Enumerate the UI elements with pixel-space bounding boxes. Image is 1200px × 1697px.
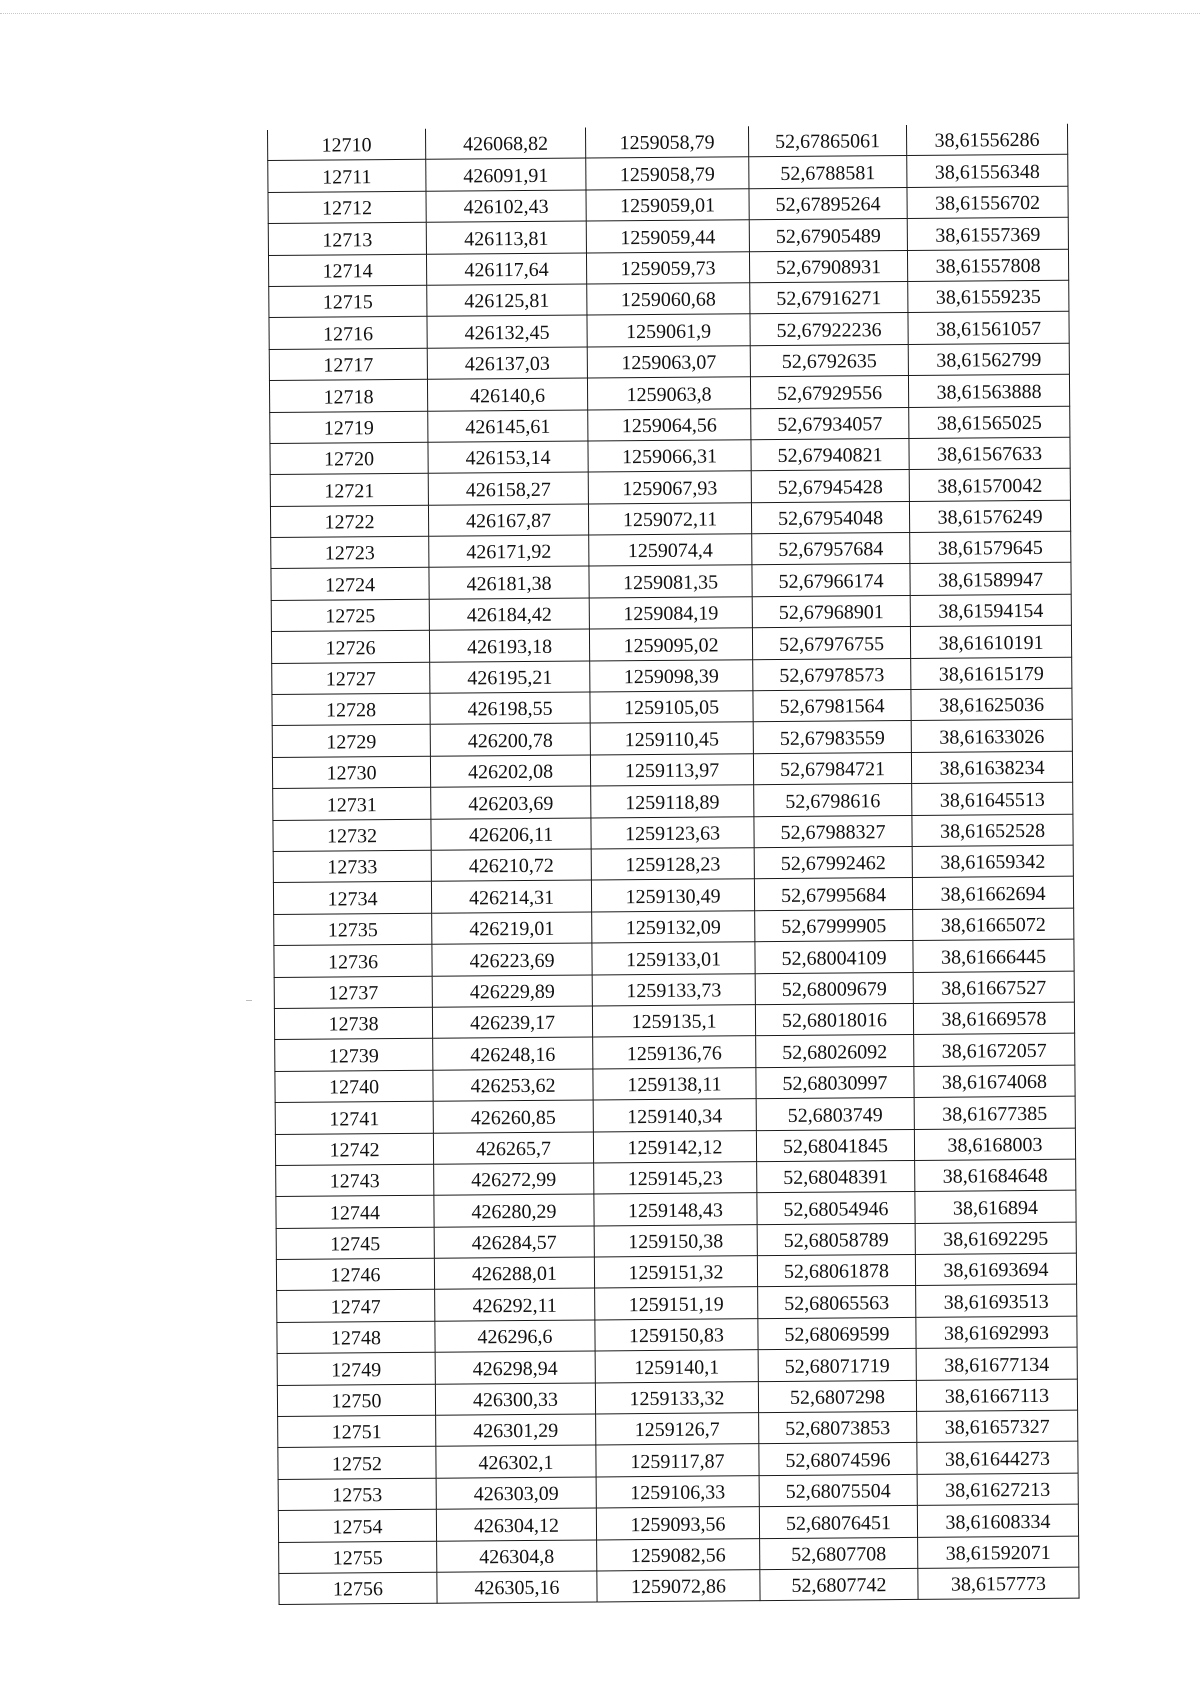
longitude-cell: 38,61693513 xyxy=(916,1285,1077,1318)
coord-x-cell: 426113,81 xyxy=(426,221,586,254)
point-number-cell: 12731 xyxy=(273,787,431,820)
point-number-cell: 12726 xyxy=(271,630,429,663)
latitude-cell: 52,67976755 xyxy=(752,627,910,660)
coord-y-cell: 1259118,89 xyxy=(591,785,754,818)
latitude-cell: 52,68026092 xyxy=(756,1035,914,1068)
point-number-cell: 12725 xyxy=(271,599,429,632)
longitude-cell: 38,61592071 xyxy=(918,1536,1079,1569)
longitude-cell: 38,61594154 xyxy=(910,594,1071,627)
latitude-cell: 52,67865061 xyxy=(748,125,906,157)
longitude-cell: 38,61667113 xyxy=(916,1379,1077,1412)
longitude-cell: 38,61677134 xyxy=(916,1347,1077,1380)
latitude-cell: 52,68073853 xyxy=(759,1411,917,1444)
coord-y-cell: 1259098,39 xyxy=(590,659,753,692)
point-number-cell: 12718 xyxy=(269,379,427,412)
latitude-cell: 52,68018016 xyxy=(755,1003,913,1036)
coord-x-cell: 426219,01 xyxy=(432,912,592,945)
coord-x-cell: 426202,08 xyxy=(430,755,590,788)
coord-x-cell: 426102,43 xyxy=(426,190,586,223)
longitude-cell: 38,6168003 xyxy=(914,1128,1075,1161)
coord-x-cell: 426303,09 xyxy=(436,1477,596,1510)
coord-y-cell: 1259081,35 xyxy=(589,565,752,598)
point-number-cell: 12735 xyxy=(274,913,432,946)
coord-x-cell: 426181,38 xyxy=(429,566,589,599)
coord-x-cell: 426223,69 xyxy=(432,943,592,976)
point-number-cell: 12723 xyxy=(271,536,429,569)
coord-x-cell: 426214,31 xyxy=(431,880,591,913)
coord-y-cell: 1259140,34 xyxy=(593,1099,756,1132)
latitude-cell: 52,67978573 xyxy=(753,658,911,691)
longitude-cell: 38,61557369 xyxy=(907,217,1068,250)
coord-y-cell: 1259148,43 xyxy=(594,1193,757,1226)
coord-x-cell: 426117,64 xyxy=(426,253,586,286)
coord-y-cell: 1259113,97 xyxy=(590,754,753,787)
point-number-cell: 12756 xyxy=(279,1572,437,1605)
point-number-cell: 12748 xyxy=(277,1321,435,1354)
point-number-cell: 12755 xyxy=(279,1541,437,1574)
coord-y-cell: 1259151,32 xyxy=(594,1256,757,1289)
latitude-cell: 52,67940821 xyxy=(751,438,909,471)
point-number-cell: 12739 xyxy=(275,1039,433,1072)
coord-x-cell: 426265,7 xyxy=(433,1131,593,1164)
coord-y-cell: 1259138,11 xyxy=(593,1067,756,1100)
longitude-cell: 38,61638234 xyxy=(911,751,1072,784)
longitude-cell: 38,61608334 xyxy=(917,1504,1078,1537)
longitude-cell: 38,61684648 xyxy=(915,1159,1076,1192)
coord-x-cell: 426239,17 xyxy=(432,1006,592,1039)
latitude-cell: 52,67922236 xyxy=(750,313,908,346)
latitude-cell: 52,67966174 xyxy=(752,564,910,597)
coord-y-cell: 1259140,1 xyxy=(595,1350,758,1383)
latitude-cell: 52,67945428 xyxy=(751,470,909,503)
point-number-cell: 12729 xyxy=(272,725,430,758)
latitude-cell: 52,6788581 xyxy=(749,156,907,189)
longitude-cell: 38,6157773 xyxy=(918,1567,1079,1600)
point-number-cell: 12744 xyxy=(276,1196,434,1229)
coord-x-cell: 426260,85 xyxy=(433,1100,593,1133)
point-number-cell: 12713 xyxy=(268,222,426,255)
coord-y-cell: 1259130,49 xyxy=(591,879,754,912)
coord-x-cell: 426210,72 xyxy=(431,849,591,882)
coord-y-cell: 1259135,1 xyxy=(592,1005,755,1038)
coord-y-cell: 1259058,79 xyxy=(585,126,748,158)
coord-y-cell: 1259150,38 xyxy=(594,1224,757,1257)
latitude-cell: 52,68041845 xyxy=(756,1129,914,1162)
point-number-cell: 12749 xyxy=(277,1352,435,1385)
longitude-cell: 38,61565025 xyxy=(909,406,1070,439)
longitude-cell: 38,61672057 xyxy=(914,1034,1075,1067)
point-number-cell: 12741 xyxy=(275,1101,433,1134)
coord-y-cell: 1259105,05 xyxy=(590,691,753,724)
longitude-cell: 38,61615179 xyxy=(911,657,1072,690)
coord-x-cell: 426292,11 xyxy=(435,1288,595,1321)
coord-x-cell: 426203,69 xyxy=(431,786,591,819)
latitude-cell: 52,68054946 xyxy=(757,1192,915,1225)
coord-x-cell: 426184,42 xyxy=(429,598,589,631)
latitude-cell: 52,6807742 xyxy=(760,1568,918,1601)
longitude-cell: 38,61559235 xyxy=(908,280,1069,313)
point-number-cell: 12730 xyxy=(272,756,430,789)
longitude-cell: 38,61633026 xyxy=(911,720,1072,753)
coord-y-cell: 1259095,02 xyxy=(589,628,752,661)
coordinates-table-body xyxy=(267,124,1079,1605)
latitude-cell: 52,67992462 xyxy=(754,846,912,879)
coord-y-cell: 1259150,83 xyxy=(595,1319,758,1352)
latitude-cell: 52,68065563 xyxy=(758,1286,916,1319)
coord-y-cell: 1259066,31 xyxy=(588,440,751,473)
point-number-cell: 12715 xyxy=(269,285,427,318)
longitude-cell: 38,61556286 xyxy=(906,124,1067,156)
coord-y-cell: 1259063,07 xyxy=(587,345,750,378)
point-number-cell: 12738 xyxy=(274,1007,432,1040)
coord-x-cell: 426296,6 xyxy=(435,1320,595,1353)
page-top-rule xyxy=(0,13,1200,14)
longitude-cell: 38,61657327 xyxy=(917,1410,1078,1443)
coord-x-cell: 426068,82 xyxy=(425,127,585,159)
coord-y-cell: 1259059,44 xyxy=(586,220,749,253)
latitude-cell: 52,68071719 xyxy=(758,1349,916,1382)
latitude-cell: 52,67957684 xyxy=(752,533,910,566)
coord-x-cell: 426305,16 xyxy=(437,1571,597,1604)
coord-x-cell: 426193,18 xyxy=(429,629,589,662)
latitude-cell: 52,68004109 xyxy=(755,941,913,974)
latitude-cell: 52,67895264 xyxy=(749,187,907,220)
longitude-cell: 38,61562799 xyxy=(908,343,1069,376)
latitude-cell: 52,68009679 xyxy=(755,972,913,1005)
coord-x-cell: 426158,27 xyxy=(428,472,588,505)
longitude-cell: 38,61652528 xyxy=(912,814,1073,847)
point-number-cell: 12736 xyxy=(274,944,432,977)
point-number-cell: 12734 xyxy=(273,882,431,915)
longitude-cell: 38,61665072 xyxy=(913,908,1074,941)
point-number-cell: 12740 xyxy=(275,1070,433,1103)
coord-x-cell: 426091,91 xyxy=(426,158,586,191)
point-number-cell: 12733 xyxy=(273,850,431,883)
coord-y-cell: 1259117,87 xyxy=(596,1444,759,1477)
coord-x-cell: 426298,94 xyxy=(435,1351,595,1384)
longitude-cell: 38,61556702 xyxy=(907,186,1068,219)
coord-y-cell: 1259064,56 xyxy=(588,408,751,441)
point-number-cell: 12752 xyxy=(278,1447,436,1480)
coord-y-cell: 1259072,86 xyxy=(597,1570,760,1603)
latitude-cell: 52,67983559 xyxy=(753,721,911,754)
latitude-cell: 52,67934057 xyxy=(751,407,909,440)
coord-x-cell: 426167,87 xyxy=(428,504,588,537)
latitude-cell: 52,6807708 xyxy=(760,1537,918,1570)
longitude-cell: 38,61666445 xyxy=(913,939,1074,972)
coord-x-cell: 426140,6 xyxy=(427,378,587,411)
longitude-cell: 38,61669578 xyxy=(913,1002,1074,1035)
point-number-cell: 12711 xyxy=(268,160,426,193)
longitude-cell: 38,61693694 xyxy=(915,1253,1076,1286)
coord-y-cell: 1259106,33 xyxy=(596,1475,759,1508)
coord-y-cell: 1259132,09 xyxy=(592,910,755,943)
coord-x-cell: 426137,03 xyxy=(427,347,587,380)
coord-x-cell: 426304,12 xyxy=(436,1508,596,1541)
longitude-cell: 38,61561057 xyxy=(908,312,1069,345)
coord-y-cell: 1259067,93 xyxy=(588,471,751,504)
latitude-cell: 52,67908931 xyxy=(749,250,907,283)
point-number-cell: 12717 xyxy=(269,348,427,381)
latitude-cell: 52,67999905 xyxy=(755,909,913,942)
point-number-cell: 12753 xyxy=(278,1478,436,1511)
coord-y-cell: 1259093,56 xyxy=(596,1507,759,1540)
coord-x-cell: 426301,29 xyxy=(436,1414,596,1447)
latitude-cell: 52,67968901 xyxy=(752,595,910,628)
coord-x-cell: 426304,8 xyxy=(437,1540,597,1573)
coord-x-cell: 426300,33 xyxy=(435,1383,595,1416)
coord-y-cell: 1259142,12 xyxy=(593,1130,756,1163)
latitude-cell: 52,68030997 xyxy=(756,1066,914,1099)
coordinates-table xyxy=(267,124,1080,1606)
latitude-cell: 52,68076451 xyxy=(759,1506,917,1539)
point-number-cell: 12721 xyxy=(270,474,428,507)
coord-y-cell: 1259133,73 xyxy=(592,973,755,1006)
longitude-cell: 38,61567633 xyxy=(909,437,1070,470)
point-number-cell: 12724 xyxy=(271,568,429,601)
latitude-cell: 52,68061878 xyxy=(757,1255,915,1288)
longitude-cell: 38,61556348 xyxy=(907,155,1068,188)
coord-x-cell: 426288,01 xyxy=(434,1257,594,1290)
latitude-cell: 52,68075504 xyxy=(759,1474,917,1507)
point-number-cell: 12746 xyxy=(276,1258,434,1291)
point-number-cell: 12710 xyxy=(267,129,425,161)
longitude-cell: 38,61692993 xyxy=(916,1316,1077,1349)
coord-y-cell: 1259084,19 xyxy=(589,597,752,630)
latitude-cell: 52,67988327 xyxy=(754,815,912,848)
point-number-cell: 12716 xyxy=(269,317,427,350)
coord-x-cell: 426153,14 xyxy=(428,441,588,474)
latitude-cell: 52,6807298 xyxy=(758,1380,916,1413)
coord-y-cell: 1259074,4 xyxy=(589,534,752,567)
longitude-cell: 38,61692295 xyxy=(915,1222,1076,1255)
coord-x-cell: 426195,21 xyxy=(430,661,590,694)
coord-x-cell: 426145,61 xyxy=(428,410,588,443)
longitude-cell: 38,61557808 xyxy=(907,249,1068,282)
coord-y-cell: 1259061,9 xyxy=(587,314,750,347)
point-number-cell: 12719 xyxy=(270,411,428,444)
longitude-cell: 38,61645513 xyxy=(912,782,1073,815)
coord-y-cell: 1259059,01 xyxy=(586,188,749,221)
latitude-cell: 52,6792635 xyxy=(750,344,908,377)
table-row xyxy=(279,1567,1079,1605)
coord-x-cell: 426171,92 xyxy=(429,535,589,568)
coord-x-cell: 426200,78 xyxy=(430,723,590,756)
point-number-cell: 12712 xyxy=(268,191,426,224)
coord-x-cell: 426229,89 xyxy=(432,975,592,1008)
latitude-cell: 52,68048391 xyxy=(757,1160,915,1193)
point-number-cell: 12742 xyxy=(275,1133,433,1166)
longitude-cell: 38,61667527 xyxy=(913,971,1074,1004)
coord-y-cell: 1259059,73 xyxy=(586,251,749,284)
longitude-cell: 38,61579645 xyxy=(910,531,1071,564)
point-number-cell: 12754 xyxy=(278,1509,436,1542)
longitude-cell: 38,61570042 xyxy=(909,468,1070,501)
coord-x-cell: 426125,81 xyxy=(427,284,587,317)
coord-y-cell: 1259060,68 xyxy=(587,283,750,316)
longitude-cell: 38,61625036 xyxy=(911,688,1072,721)
point-number-cell: 12747 xyxy=(277,1290,435,1323)
coord-y-cell: 1259133,32 xyxy=(595,1381,758,1414)
coord-y-cell: 1259136,76 xyxy=(593,1036,756,1069)
longitude-cell: 38,61677385 xyxy=(914,1096,1075,1129)
coord-y-cell: 1259123,63 xyxy=(591,816,754,849)
latitude-cell: 52,67981564 xyxy=(753,689,911,722)
longitude-cell: 38,61576249 xyxy=(909,500,1070,533)
coord-y-cell: 1259058,79 xyxy=(586,157,749,190)
scan-speck xyxy=(246,1000,252,1001)
latitude-cell: 52,6803749 xyxy=(756,1098,914,1131)
latitude-cell: 52,67995684 xyxy=(754,878,912,911)
coord-y-cell: 1259133,01 xyxy=(592,942,755,975)
latitude-cell: 52,6798616 xyxy=(754,784,912,817)
coord-y-cell: 1259072,11 xyxy=(588,502,751,535)
coord-y-cell: 1259110,45 xyxy=(590,722,753,755)
point-number-cell: 12743 xyxy=(276,1164,434,1197)
coord-x-cell: 426272,99 xyxy=(434,1163,594,1196)
longitude-cell: 38,61644273 xyxy=(917,1442,1078,1475)
latitude-cell: 52,67929556 xyxy=(750,376,908,409)
longitude-cell: 38,616894 xyxy=(915,1190,1076,1223)
coord-y-cell: 1259151,19 xyxy=(595,1287,758,1320)
latitude-cell: 52,67916271 xyxy=(750,281,908,314)
coord-x-cell: 426284,57 xyxy=(434,1226,594,1259)
coord-y-cell: 1259063,8 xyxy=(587,377,750,410)
point-number-cell: 12732 xyxy=(273,819,431,852)
coord-x-cell: 426280,29 xyxy=(434,1194,594,1227)
coord-y-cell: 1259126,7 xyxy=(596,1413,759,1446)
point-number-cell: 12714 xyxy=(268,254,426,287)
coord-x-cell: 426198,55 xyxy=(430,692,590,725)
longitude-cell: 38,61662694 xyxy=(912,877,1073,910)
point-number-cell: 12737 xyxy=(274,976,432,1009)
point-number-cell: 12751 xyxy=(278,1415,436,1448)
latitude-cell: 52,68074596 xyxy=(759,1443,917,1476)
point-number-cell: 12750 xyxy=(277,1384,435,1417)
latitude-cell: 52,68058789 xyxy=(757,1223,915,1256)
coord-x-cell: 426302,1 xyxy=(436,1445,596,1478)
latitude-cell: 52,68069599 xyxy=(758,1317,916,1350)
longitude-cell: 38,61589947 xyxy=(910,563,1071,596)
longitude-cell: 38,61563888 xyxy=(908,374,1069,407)
latitude-cell: 52,67905489 xyxy=(749,219,907,252)
longitude-cell: 38,61627213 xyxy=(917,1473,1078,1506)
longitude-cell: 38,61610191 xyxy=(910,625,1071,658)
point-number-cell: 12745 xyxy=(276,1227,434,1260)
point-number-cell: 12722 xyxy=(270,505,428,538)
latitude-cell: 52,67984721 xyxy=(753,752,911,785)
coord-y-cell: 1259082,56 xyxy=(597,1538,760,1571)
coord-x-cell: 426132,45 xyxy=(427,315,587,348)
coord-y-cell: 1259128,23 xyxy=(591,848,754,881)
longitude-cell: 38,61674068 xyxy=(914,1065,1075,1098)
point-number-cell: 12727 xyxy=(272,662,430,695)
coord-y-cell: 1259145,23 xyxy=(594,1162,757,1195)
coord-x-cell: 426206,11 xyxy=(431,818,591,851)
coord-x-cell: 426248,16 xyxy=(433,1037,593,1070)
point-number-cell: 12728 xyxy=(272,693,430,726)
longitude-cell: 38,61659342 xyxy=(912,845,1073,878)
coord-x-cell: 426253,62 xyxy=(433,1069,593,1102)
point-number-cell: 12720 xyxy=(270,442,428,475)
latitude-cell: 52,67954048 xyxy=(751,501,909,534)
